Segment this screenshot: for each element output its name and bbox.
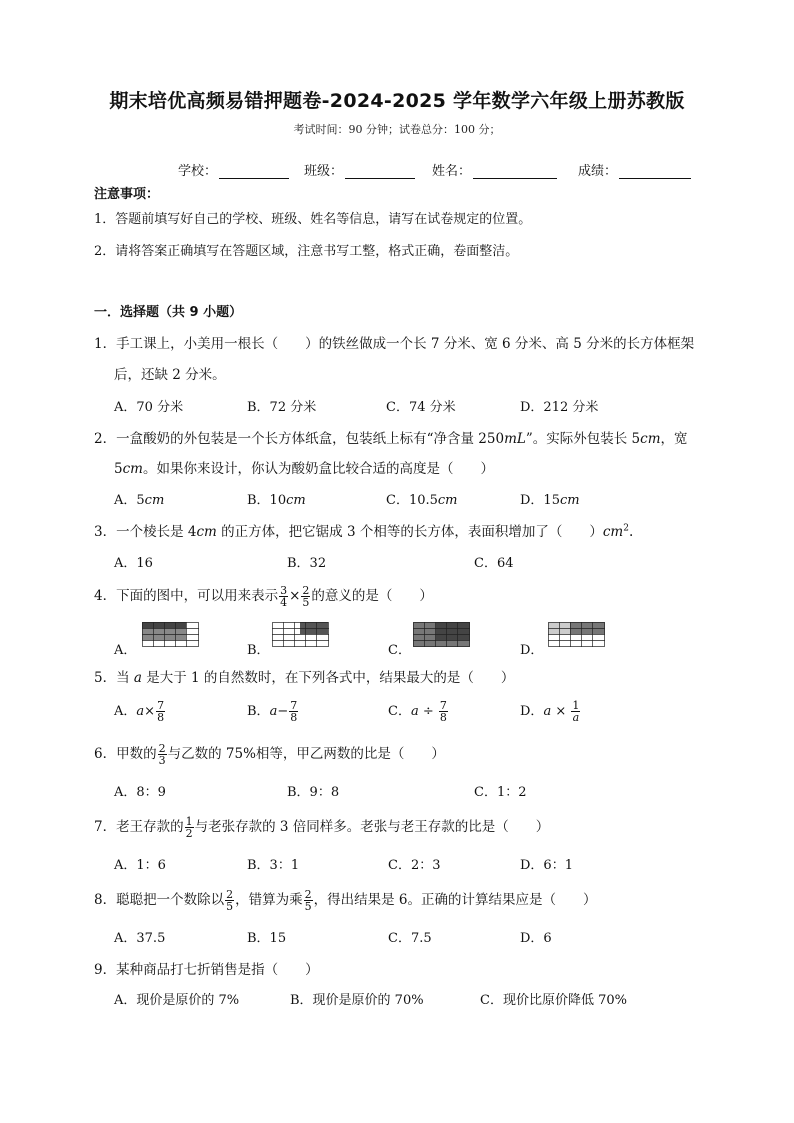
name-blank[interactable] — [473, 164, 557, 179]
school-field — [178, 160, 289, 179]
q4-fraction — [279, 585, 288, 608]
school-label: 学校： — [178, 164, 218, 179]
q6-option-c[interactable]: C．1：2 — [474, 785, 527, 800]
q4-grid-figure-c — [413, 622, 473, 648]
q5-variable: a — [133, 670, 142, 686]
fraction-numerator: 7 — [290, 699, 298, 712]
q7-option-b[interactable]: B．3：1 — [247, 858, 300, 873]
q3-text-part: . — [628, 524, 634, 540]
fraction-denominator: 4 — [280, 596, 288, 609]
note-item: 2．请将答案正确填写在答题区域，注意书写工整，格式正确，卷面整洁。 — [94, 244, 519, 259]
q4-option-d[interactable]: D． — [520, 643, 544, 658]
q8-text-part: ，得出结果是 6。正确的计算结果应是（ ） — [313, 892, 597, 908]
q4-option-a[interactable]: A． — [114, 643, 137, 658]
q9-option-a[interactable]: A．现价是原价的 7% — [114, 993, 240, 1008]
question-3-text — [94, 520, 633, 540]
question-4-text — [94, 584, 433, 608]
q4-grid-figure-b — [272, 622, 330, 648]
q7-option-a[interactable]: A．1：6 — [114, 858, 166, 873]
question-6-text — [94, 742, 445, 766]
q4-text-part: 4．下面的图中，可以用来表示 — [94, 588, 279, 604]
fraction-denominator: 8 — [290, 711, 298, 724]
exam-title: 期末培优高频易错押题卷-2024-2025 学年数学六年级上册苏教版 — [109, 90, 685, 112]
q5-operator: × — [551, 704, 571, 719]
q5-variable: a — [410, 704, 419, 719]
q7-option-d[interactable]: D．6：1 — [520, 858, 573, 873]
q5-option-label: D． — [520, 704, 544, 719]
q5-variable: a — [269, 704, 278, 719]
q2-option-a[interactable] — [114, 489, 164, 508]
question-1-text: 1．手工课上，小美用一根长（ ）的铁丝做成一个长 7 分米、宽 6 分米、高 5 分米的长方体框架 — [94, 336, 695, 352]
q6-option-a[interactable]: A．8：9 — [114, 785, 166, 800]
q4-option-b[interactable]: B． — [247, 643, 270, 658]
q2-text-part: 。如果你来设计，你认为酸奶盒比较合适的高度是（ ） — [142, 461, 494, 477]
q3-option-b[interactable]: B．32 — [287, 556, 327, 571]
q2-option-label: D．15 — [520, 493, 560, 508]
q8-option-b[interactable]: B．15 — [247, 931, 287, 946]
q3-unit: cm — [602, 524, 624, 540]
q8-option-d[interactable]: D．6 — [520, 931, 552, 946]
q2-option-unit: cm — [437, 493, 458, 508]
q5-operator: − — [277, 704, 289, 719]
question-9-text: 9．某种商品打七折销售是指（ ） — [94, 962, 319, 978]
q3-superscript: 2 — [623, 523, 629, 534]
q6-fraction — [158, 743, 167, 766]
question-1-text-cont: 后，还缺 2 分米。 — [114, 367, 226, 383]
class-label: 班级： — [304, 164, 344, 179]
q3-text-part: 3．一个棱长是 4 — [94, 524, 197, 540]
question-7-text — [94, 815, 549, 839]
q8-fraction — [304, 889, 313, 912]
q5-option-b[interactable] — [247, 700, 299, 723]
q2-option-unit: cm — [559, 493, 580, 508]
q5-operator: ÷ — [418, 704, 438, 719]
q3-text-part: 的正方体，把它锯成 3 个相等的长方体，表面积增加了（ ） — [216, 524, 603, 540]
fraction-numerator: 7 — [157, 699, 165, 712]
fraction-numerator: 2 — [302, 584, 310, 597]
fraction-numerator: 2 — [226, 888, 234, 901]
name-field — [432, 160, 557, 179]
q7-option-c[interactable]: C．2：3 — [388, 858, 441, 873]
fraction-denominator: 2 — [185, 827, 193, 840]
q8-fraction — [225, 889, 234, 912]
q3-unit: cm — [196, 524, 217, 540]
q2-option-b[interactable] — [247, 489, 306, 508]
question-5-text — [94, 666, 514, 686]
q5-text-part: 是大于 1 的自然数时，在下列各式中，结果最大的是（ ） — [141, 670, 515, 686]
q5-fraction — [571, 700, 580, 723]
q5-option-label: A． — [114, 704, 137, 719]
fraction-denominator: 5 — [302, 596, 310, 609]
q5-option-c[interactable] — [388, 700, 449, 723]
q2-option-unit: cm — [286, 493, 306, 508]
class-blank[interactable] — [345, 164, 415, 179]
q2-option-c[interactable] — [386, 489, 458, 508]
q2-text-part: ”。实际外包装长 5 — [525, 431, 641, 447]
class-field — [304, 160, 415, 179]
q2-unit: cm — [640, 431, 661, 447]
q8-option-c[interactable]: C．7.5 — [388, 931, 432, 946]
note-item: 1．答题前填写好自己的学校、班级、姓名等信息，请写在试卷规定的位置。 — [94, 212, 532, 227]
q1-option-d[interactable]: D．212 分米 — [520, 400, 599, 415]
q9-option-c[interactable]: C．现价比原价降低 70% — [480, 993, 627, 1008]
q2-unit: cm — [122, 461, 143, 477]
score-label: 成绩： — [578, 164, 618, 179]
q4-grid-figure-d — [548, 622, 608, 648]
q2-option-label: C．10.5 — [386, 493, 438, 508]
q1-option-a[interactable]: A．70 分米 — [114, 400, 184, 415]
notes-title: 注意事项： — [94, 187, 160, 202]
q2-text-part: 2．一盒酸奶的外包装是一个长方体纸盒，包装纸上标有“净含量 250 — [94, 431, 505, 447]
q4-option-c[interactable]: C． — [388, 643, 411, 658]
q5-text-part: 5．当 — [94, 670, 134, 686]
q4-operator: × — [289, 588, 301, 604]
q5-operator: × — [144, 704, 156, 719]
q7-fraction — [185, 816, 194, 839]
section-title: 一．选择题（共 9 小题） — [94, 305, 243, 320]
score-field — [578, 160, 691, 179]
q3-option-c[interactable]: C．64 — [474, 556, 514, 571]
fraction-numerator: 1 — [572, 699, 580, 712]
q5-variable: a — [543, 704, 552, 719]
q5-fraction — [289, 700, 298, 723]
q7-text-part: 与老张存款的 3 倍同样多。老张与老王存款的比是（ ） — [194, 819, 550, 835]
q8-option-a[interactable]: A．37.5 — [114, 931, 166, 946]
q1-option-b[interactable]: B．72 分米 — [247, 400, 317, 415]
fraction-numerator: 2 — [158, 742, 166, 755]
q8-text-part: ，错算为乘 — [235, 892, 303, 908]
q5-fraction — [439, 700, 448, 723]
q9-option-b[interactable]: B．现价是原价的 70% — [290, 993, 424, 1008]
q2-text-part: 5 — [114, 461, 123, 477]
score-blank[interactable] — [619, 164, 691, 179]
q4-fraction — [301, 585, 310, 608]
question-2-text-cont — [114, 457, 494, 477]
q6-text-part: 与乙数的 75%相等，甲乙两数的比是（ ） — [167, 746, 445, 762]
fraction-numerator: 1 — [185, 815, 193, 828]
q7-text-part: 7．老王存款的 — [94, 819, 184, 835]
q2-option-unit: cm — [144, 493, 165, 508]
q2-text-part: ，宽 — [660, 431, 688, 447]
q8-text-part: 8．聪聪把一个数除以 — [94, 892, 225, 908]
q2-option-d[interactable] — [520, 489, 580, 508]
school-blank[interactable] — [219, 164, 289, 179]
q3-option-a[interactable]: A．16 — [114, 556, 153, 571]
exam-subtitle: 考试时间：90 分钟；试卷总分：100 分； — [293, 123, 501, 136]
fraction-denominator: 8 — [157, 711, 165, 724]
fraction-numerator: 7 — [439, 699, 447, 712]
fraction-denominator: 5 — [226, 900, 234, 913]
q4-grid-figure-a — [142, 622, 200, 648]
q2-option-label: B．10 — [247, 493, 287, 508]
fraction-denominator: 5 — [304, 900, 312, 913]
fraction-denominator: 8 — [439, 711, 447, 724]
fraction-denominator: a — [572, 711, 580, 724]
q5-option-label: B． — [247, 704, 270, 719]
q2-unit: mL — [504, 431, 526, 447]
q2-option-label: A．5 — [114, 493, 145, 508]
q6-text-part: 6．甲数的 — [94, 746, 157, 762]
q5-option-label: C． — [388, 704, 411, 719]
q5-option-a[interactable] — [114, 700, 166, 723]
question-2-text — [94, 427, 688, 447]
q5-variable: a — [136, 704, 145, 719]
q5-fraction — [156, 700, 165, 723]
name-label: 姓名： — [432, 164, 472, 179]
fraction-numerator: 3 — [280, 584, 288, 597]
question-8-text — [94, 888, 596, 912]
q5-option-d[interactable] — [520, 700, 581, 723]
fraction-numerator: 2 — [304, 888, 312, 901]
q6-option-b[interactable]: B．9：8 — [287, 785, 340, 800]
q4-text-part: 的意义的是（ ） — [311, 588, 433, 604]
fraction-denominator: 3 — [158, 754, 166, 767]
q1-option-c[interactable]: C．74 分米 — [386, 400, 456, 415]
